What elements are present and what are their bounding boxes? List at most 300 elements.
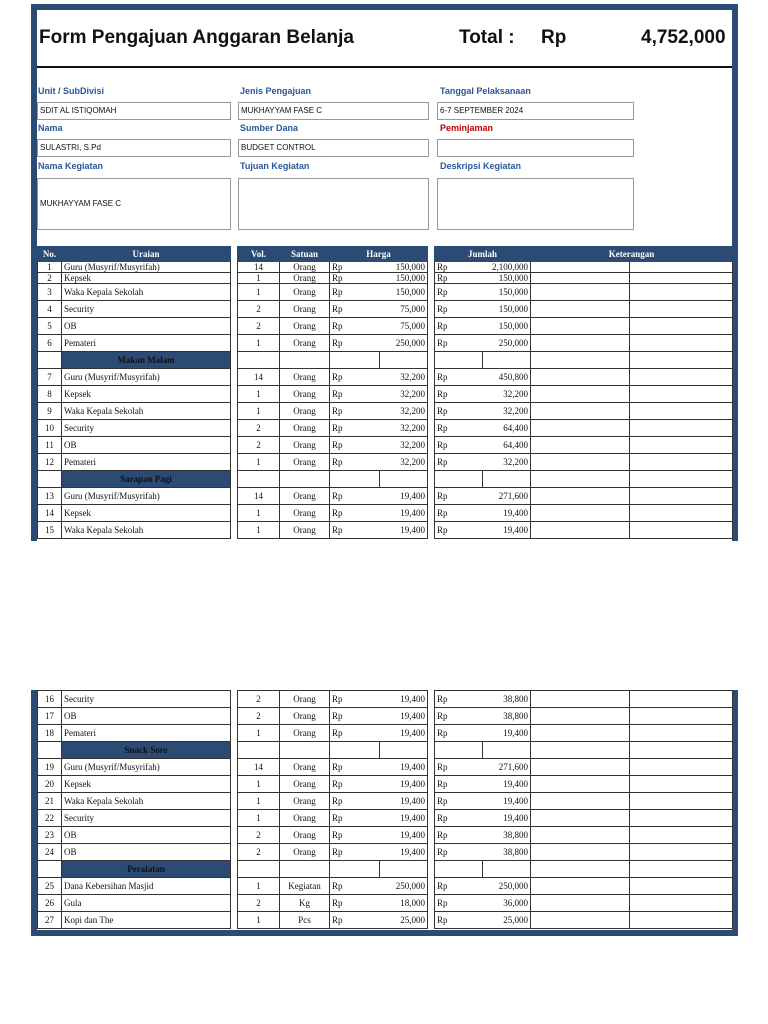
row-harga-currency: Rp: [330, 793, 380, 810]
row-harga-currency: Rp: [330, 725, 380, 742]
row-satuan: Orang: [280, 318, 330, 335]
row-uraian: Kopi dan The: [62, 912, 231, 929]
row-jumlah-currency: Rp: [435, 844, 483, 861]
row-vol: 14: [238, 262, 280, 273]
section-row: [38, 471, 733, 488]
row-vol: 1: [238, 386, 280, 403]
row-vol: 1: [238, 335, 280, 352]
section-title: Snack Sore: [62, 742, 231, 759]
row-satuan: Orang: [280, 827, 330, 844]
row-keterangan: [531, 759, 630, 776]
row-keterangan: [531, 691, 630, 708]
table-row: [38, 262, 733, 273]
row-harga-currency: Rp: [330, 284, 380, 301]
budget-table-2: [37, 690, 733, 929]
row-harga-currency: Rp: [330, 403, 380, 420]
row-harga: 19,400: [380, 691, 428, 708]
table-row: [38, 403, 733, 420]
table-row: [38, 301, 733, 318]
section-title: Sarapan Pagi: [62, 471, 231, 488]
row-no: 4: [38, 301, 62, 318]
row-keterangan-extra: [630, 273, 733, 284]
row-satuan: Orang: [280, 691, 330, 708]
row-harga-currency: Rp: [330, 878, 380, 895]
row-keterangan: [531, 844, 630, 861]
row-vol: 1: [238, 454, 280, 471]
table-row: [38, 386, 733, 403]
row-keterangan-extra: [630, 420, 733, 437]
row-keterangan: [531, 420, 630, 437]
row-uraian: Guru (Musyrif/Musyrifah): [62, 262, 231, 273]
total-label: Total :: [459, 27, 515, 48]
tanggal-field[interactable]: 6-7 SEPTEMBER 2024: [437, 102, 634, 120]
col-jumlah: Jumlah: [435, 247, 531, 262]
row-harga: 19,400: [380, 844, 428, 861]
row-jumlah: 450,800: [483, 369, 531, 386]
row-keterangan: [531, 708, 630, 725]
row-satuan: Orang: [280, 522, 330, 539]
row-satuan: Orang: [280, 793, 330, 810]
row-satuan: Orang: [280, 420, 330, 437]
row-jumlah: 25,000: [483, 912, 531, 929]
table-row: [38, 335, 733, 352]
row-satuan: Orang: [280, 776, 330, 793]
row-harga: 19,400: [380, 810, 428, 827]
tujuan-label: Tujuan Kegiatan: [240, 161, 310, 171]
row-no: 20: [38, 776, 62, 793]
row-no: 17: [38, 708, 62, 725]
row-keterangan: [531, 912, 630, 929]
deskripsi-field[interactable]: [437, 178, 634, 230]
row-jumlah-currency: Rp: [435, 369, 483, 386]
row-keterangan: [531, 273, 630, 284]
nama-field[interactable]: SULASTRI, S.Pd: [37, 139, 231, 157]
table-row: [38, 793, 733, 810]
table-row: [38, 284, 733, 301]
table-row: [38, 878, 733, 895]
row-harga-currency: Rp: [330, 691, 380, 708]
row-harga-currency: Rp: [330, 759, 380, 776]
row-keterangan: [531, 878, 630, 895]
sumber-field[interactable]: BUDGET CONTROL: [238, 139, 429, 157]
row-keterangan-extra: [630, 793, 733, 810]
row-keterangan: [531, 827, 630, 844]
row-keterangan-extra: [630, 505, 733, 522]
table-row: [38, 895, 733, 912]
tanggal-label: Tanggal Pelaksanaan: [440, 86, 531, 96]
row-vol: 2: [238, 895, 280, 912]
row-harga: 150,000: [380, 284, 428, 301]
form-page-1: [31, 4, 738, 541]
row-uraian: Kepsek: [62, 505, 231, 522]
row-uraian: Waka Kepala Sekolah: [62, 403, 231, 420]
row-satuan: Kg: [280, 895, 330, 912]
row-uraian: Pemateri: [62, 725, 231, 742]
row-no: 11: [38, 437, 62, 454]
row-satuan: Orang: [280, 262, 330, 273]
row-no: 7: [38, 369, 62, 386]
row-no: 6: [38, 335, 62, 352]
row-keterangan: [531, 488, 630, 505]
row-vol: 2: [238, 708, 280, 725]
row-jumlah: 250,000: [483, 335, 531, 352]
row-vol: 1: [238, 284, 280, 301]
row-harga: 19,400: [380, 505, 428, 522]
row-keterangan-extra: [630, 725, 733, 742]
row-keterangan: [531, 895, 630, 912]
row-jumlah: 150,000: [483, 273, 531, 284]
row-no: 23: [38, 827, 62, 844]
row-no: 27: [38, 912, 62, 929]
nama-label: Nama: [38, 123, 63, 133]
row-jumlah-currency: Rp: [435, 793, 483, 810]
row-keterangan: [531, 793, 630, 810]
row-satuan: Orang: [280, 454, 330, 471]
row-satuan: Orang: [280, 335, 330, 352]
table-row: [38, 273, 733, 284]
row-vol: 1: [238, 912, 280, 929]
unit-label: Unit / SubDivisi: [38, 86, 105, 96]
row-keterangan: [531, 386, 630, 403]
row-jumlah: 36,000: [483, 895, 531, 912]
row-jumlah: 32,200: [483, 386, 531, 403]
row-vol: 1: [238, 273, 280, 284]
row-keterangan: [531, 318, 630, 335]
row-jumlah: 250,000: [483, 878, 531, 895]
row-vol: 2: [238, 844, 280, 861]
row-no: 1: [38, 262, 62, 273]
row-jumlah: 38,800: [483, 844, 531, 861]
row-uraian: Waka Kepala Sekolah: [62, 284, 231, 301]
row-satuan: Orang: [280, 284, 330, 301]
col-harga: Harga: [330, 247, 428, 262]
budget-table-1: [37, 246, 733, 539]
table-row: [38, 776, 733, 793]
row-jumlah-currency: Rp: [435, 335, 483, 352]
row-keterangan-extra: [630, 810, 733, 827]
table-row: [38, 454, 733, 471]
row-no: 22: [38, 810, 62, 827]
row-jumlah-currency: Rp: [435, 437, 483, 454]
row-jumlah-currency: Rp: [435, 759, 483, 776]
row-keterangan-extra: [630, 878, 733, 895]
row-satuan: Orang: [280, 273, 330, 284]
section-title: Peralatan: [62, 861, 231, 878]
row-satuan: Pcs: [280, 912, 330, 929]
row-jumlah: 150,000: [483, 284, 531, 301]
row-keterangan-extra: [630, 776, 733, 793]
row-uraian: OB: [62, 318, 231, 335]
row-keterangan-extra: [630, 522, 733, 539]
row-satuan: Orang: [280, 488, 330, 505]
row-vol: 2: [238, 318, 280, 335]
row-keterangan-extra: [630, 403, 733, 420]
row-keterangan-extra: [630, 759, 733, 776]
row-harga: 19,400: [380, 522, 428, 539]
row-harga-currency: Rp: [330, 301, 380, 318]
section-title: Makan Malam: [62, 352, 231, 369]
section-row: [38, 742, 733, 759]
row-harga-currency: Rp: [330, 810, 380, 827]
table-row: [38, 844, 733, 861]
row-jumlah: 64,400: [483, 420, 531, 437]
row-keterangan-extra: [630, 284, 733, 301]
row-jumlah: 271,600: [483, 488, 531, 505]
total-value: 4,752,000: [641, 27, 726, 48]
row-jumlah: 19,400: [483, 522, 531, 539]
row-harga-currency: Rp: [330, 776, 380, 793]
row-vol: 1: [238, 403, 280, 420]
row-harga: 19,400: [380, 708, 428, 725]
col-uraian: Uraian: [62, 247, 231, 262]
row-keterangan: [531, 505, 630, 522]
row-no: 8: [38, 386, 62, 403]
row-jumlah-currency: Rp: [435, 318, 483, 335]
row-jumlah: 32,200: [483, 454, 531, 471]
row-harga: 75,000: [380, 318, 428, 335]
tujuan-field[interactable]: [238, 178, 429, 230]
row-vol: 1: [238, 522, 280, 539]
row-uraian: OB: [62, 827, 231, 844]
section-row: [38, 861, 733, 878]
row-satuan: Orang: [280, 759, 330, 776]
row-jumlah-currency: Rp: [435, 725, 483, 742]
row-harga-currency: Rp: [330, 827, 380, 844]
row-jumlah-currency: Rp: [435, 878, 483, 895]
row-harga-currency: Rp: [330, 369, 380, 386]
row-jumlah-currency: Rp: [435, 301, 483, 318]
row-jumlah-currency: Rp: [435, 262, 483, 273]
row-satuan: Orang: [280, 369, 330, 386]
row-harga: 18,000: [380, 895, 428, 912]
row-no: 9: [38, 403, 62, 420]
row-keterangan-extra: [630, 262, 733, 273]
row-jumlah: 19,400: [483, 810, 531, 827]
row-satuan: Orang: [280, 403, 330, 420]
row-no: 14: [38, 505, 62, 522]
peminjaman-label: Peminjaman: [440, 123, 494, 133]
row-vol: 1: [238, 505, 280, 522]
row-jumlah: 150,000: [483, 318, 531, 335]
row-vol: 1: [238, 793, 280, 810]
table-row: [38, 708, 733, 725]
row-no: 25: [38, 878, 62, 895]
row-keterangan-extra: [630, 437, 733, 454]
row-harga: 32,200: [380, 437, 428, 454]
row-satuan: Orang: [280, 810, 330, 827]
row-uraian: Kepsek: [62, 386, 231, 403]
row-harga: 250,000: [380, 878, 428, 895]
row-satuan: Orang: [280, 301, 330, 318]
row-no: 13: [38, 488, 62, 505]
row-harga-currency: Rp: [330, 335, 380, 352]
row-vol: 1: [238, 810, 280, 827]
row-jumlah: 32,200: [483, 403, 531, 420]
total-currency: Rp: [541, 27, 567, 48]
kegiatan-label: Nama Kegiatan: [38, 161, 104, 171]
row-satuan: Orang: [280, 386, 330, 403]
row-satuan: Orang: [280, 844, 330, 861]
row-harga: 32,200: [380, 369, 428, 386]
row-no: 15: [38, 522, 62, 539]
row-keterangan-extra: [630, 335, 733, 352]
row-jumlah-currency: Rp: [435, 488, 483, 505]
row-harga-currency: Rp: [330, 912, 380, 929]
row-harga: 19,400: [380, 776, 428, 793]
row-keterangan-extra: [630, 301, 733, 318]
row-harga: 25,000: [380, 912, 428, 929]
row-no: 26: [38, 895, 62, 912]
row-no: 18: [38, 725, 62, 742]
row-uraian: Pemateri: [62, 454, 231, 471]
row-no: 24: [38, 844, 62, 861]
table-row: [38, 827, 733, 844]
row-harga-currency: Rp: [330, 454, 380, 471]
section-row: [38, 352, 733, 369]
row-uraian: Security: [62, 301, 231, 318]
row-vol: 14: [238, 488, 280, 505]
row-jumlah-currency: Rp: [435, 691, 483, 708]
row-harga-currency: Rp: [330, 437, 380, 454]
row-harga: 19,400: [380, 725, 428, 742]
row-harga-currency: Rp: [330, 386, 380, 403]
row-vol: 2: [238, 437, 280, 454]
row-jumlah: 150,000: [483, 301, 531, 318]
row-jumlah-currency: Rp: [435, 403, 483, 420]
row-jumlah-currency: Rp: [435, 505, 483, 522]
row-uraian: OB: [62, 708, 231, 725]
row-jumlah-currency: Rp: [435, 810, 483, 827]
row-jumlah-currency: Rp: [435, 454, 483, 471]
row-satuan: Orang: [280, 725, 330, 742]
row-harga: 32,200: [380, 454, 428, 471]
row-keterangan-extra: [630, 844, 733, 861]
row-uraian: Kepsek: [62, 273, 231, 284]
row-harga: 75,000: [380, 301, 428, 318]
row-vol: 1: [238, 776, 280, 793]
row-keterangan-extra: [630, 827, 733, 844]
row-jumlah-currency: Rp: [435, 827, 483, 844]
row-no: 2: [38, 273, 62, 284]
row-keterangan: [531, 301, 630, 318]
row-uraian: Kepsek: [62, 776, 231, 793]
row-no: 12: [38, 454, 62, 471]
row-uraian: OB: [62, 844, 231, 861]
row-uraian: Security: [62, 420, 231, 437]
row-harga: 19,400: [380, 488, 428, 505]
row-keterangan: [531, 403, 630, 420]
jenis-field[interactable]: MUKHAYYAM FASE C: [238, 102, 429, 120]
table-row: [38, 369, 733, 386]
row-uraian: Guru (Musyrif/Musyrifah): [62, 369, 231, 386]
table-row: [38, 691, 733, 708]
row-jumlah: 19,400: [483, 725, 531, 742]
row-harga-currency: Rp: [330, 895, 380, 912]
row-vol: 1: [238, 878, 280, 895]
row-satuan: Orang: [280, 708, 330, 725]
row-harga: 19,400: [380, 827, 428, 844]
row-harga: 19,400: [380, 793, 428, 810]
row-harga-currency: Rp: [330, 262, 380, 273]
col-keterangan: Keterangan: [531, 247, 733, 262]
row-uraian: Guru (Musyrif/Musyrifah): [62, 488, 231, 505]
row-uraian: Waka Kepala Sekolah: [62, 522, 231, 539]
row-keterangan: [531, 810, 630, 827]
form-page-2: [31, 690, 738, 936]
row-jumlah-currency: Rp: [435, 708, 483, 725]
row-harga: 150,000: [380, 262, 428, 273]
row-keterangan: [531, 437, 630, 454]
row-uraian: Security: [62, 810, 231, 827]
row-harga: 150,000: [380, 273, 428, 284]
row-jumlah: 64,400: [483, 437, 531, 454]
row-uraian: Dana Kebersihan Masjid: [62, 878, 231, 895]
row-uraian: OB: [62, 437, 231, 454]
row-vol: 1: [238, 725, 280, 742]
table-row: [38, 488, 733, 505]
sumber-label: Sumber Dana: [240, 123, 299, 133]
table-row: [38, 912, 733, 929]
row-harga: 32,200: [380, 420, 428, 437]
row-keterangan-extra: [630, 318, 733, 335]
unit-field[interactable]: SDIT AL ISTIQOMAH: [37, 102, 231, 120]
row-keterangan-extra: [630, 369, 733, 386]
peminjaman-field[interactable]: [437, 139, 634, 157]
row-uraian: Pemateri: [62, 335, 231, 352]
row-no: 21: [38, 793, 62, 810]
row-harga: 250,000: [380, 335, 428, 352]
row-jumlah-currency: Rp: [435, 284, 483, 301]
table-row: [38, 810, 733, 827]
row-keterangan: [531, 262, 630, 273]
row-no: 5: [38, 318, 62, 335]
row-uraian: Guru (Musyrif/Musyrifah): [62, 759, 231, 776]
row-no: 16: [38, 691, 62, 708]
row-keterangan-extra: [630, 454, 733, 471]
row-keterangan: [531, 335, 630, 352]
row-keterangan: [531, 776, 630, 793]
row-jumlah-currency: Rp: [435, 420, 483, 437]
form-header: [37, 10, 732, 68]
row-keterangan-extra: [630, 386, 733, 403]
row-vol: 14: [238, 759, 280, 776]
row-vol: 2: [238, 301, 280, 318]
row-harga-currency: Rp: [330, 522, 380, 539]
table-row: [38, 505, 733, 522]
row-jumlah: 19,400: [483, 505, 531, 522]
row-uraian: Security: [62, 691, 231, 708]
row-keterangan-extra: [630, 895, 733, 912]
row-harga-currency: Rp: [330, 273, 380, 284]
row-jumlah-currency: Rp: [435, 386, 483, 403]
kegiatan-field[interactable]: MUKHAYYAM FASE C: [37, 178, 231, 230]
row-harga: 32,200: [380, 386, 428, 403]
row-jumlah-currency: Rp: [435, 273, 483, 284]
row-jumlah-currency: Rp: [435, 912, 483, 929]
row-satuan: Orang: [280, 437, 330, 454]
row-harga-currency: Rp: [330, 844, 380, 861]
table-header-row: [38, 247, 733, 262]
row-keterangan: [531, 725, 630, 742]
row-harga-currency: Rp: [330, 505, 380, 522]
row-vol: 2: [238, 691, 280, 708]
row-jumlah: 2,100,000: [483, 262, 531, 273]
table-row: [38, 437, 733, 454]
form-title: Form Pengajuan Anggaran Belanja: [39, 27, 354, 48]
row-no: 3: [38, 284, 62, 301]
row-vol: 2: [238, 827, 280, 844]
row-no: 19: [38, 759, 62, 776]
